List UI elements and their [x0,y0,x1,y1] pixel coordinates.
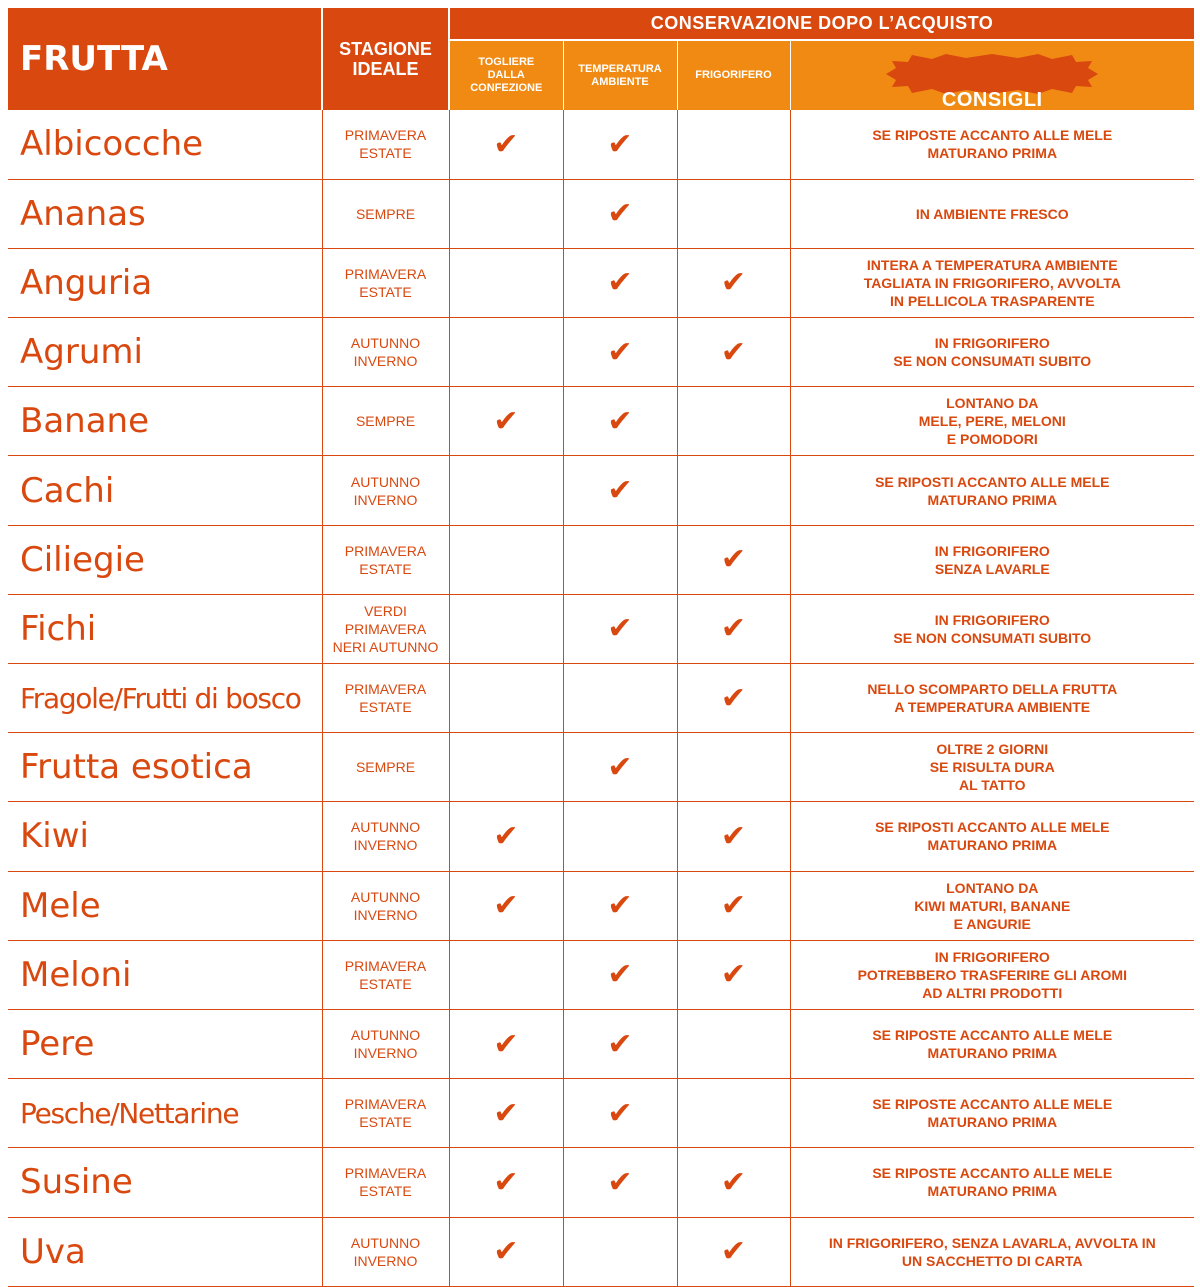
check-cell-frigo [677,871,790,940]
season-cell: SEMPRE [322,387,449,456]
table-row [8,871,1194,940]
checkmark-icon: ✔ [607,888,633,924]
checkmark-icon: ✔ [493,1026,519,1062]
check-cell-frigo [677,387,790,456]
checkmark-icon: ✔ [720,334,747,370]
check-cell-temperatura [563,179,677,248]
check-cell-togliere [449,387,563,456]
header-togliere-confezione: TOGLIERE DALLA CONFEZIONE [449,40,563,110]
table-row [8,456,1194,525]
tip-cell: SE RIPOSTE ACCANTO ALLE MELE MATURANO PRIMA [790,110,1194,179]
check-cell-frigo [677,940,790,1009]
season-cell: SEMPRE [322,179,449,248]
season-cell: PRIMAVERA ESTATE [322,1148,449,1217]
check-cell-frigo [677,179,790,248]
check-cell-temperatura [563,318,677,387]
check-cell-togliere [449,940,563,1009]
table-row [8,802,1194,871]
tip-cell: IN FRIGORIFERO, SENZA LAVARLA, AVVOLTA IN UN SACCHETTO DI CARTA [790,1217,1194,1286]
checkmark-icon: ✔ [607,196,633,232]
table-row [8,940,1194,1009]
header-frutta: FRUTTA [8,8,322,110]
tip-cell: SE RIPOSTI ACCANTO ALLE MELE MATURANO PRIMA [790,802,1194,871]
table-row [8,1217,1194,1286]
fruit-name: Ciliegie [8,525,322,594]
checkmark-icon: ✔ [720,888,747,924]
check-cell-frigo [677,664,790,733]
check-cell-frigo [677,1009,790,1078]
tip-cell: NELLO SCOMPARTO DELLA FRUTTA A TEMPERATURA AMBIENTE [790,664,1194,733]
checkmark-icon: ✔ [720,957,747,993]
header-consigli [790,40,1194,110]
check-cell-temperatura [563,110,677,179]
season-cell: PRIMAVERA ESTATE [322,525,449,594]
checkmark-icon: ✔ [607,749,633,785]
tip-cell: OLTRE 2 GIORNI SE RISULTA DURA AL TATTO [790,733,1194,802]
fruit-name: Fragole/Frutti di bosco [8,664,322,733]
check-cell-frigo [677,110,790,179]
fruit-name: Kiwi [8,802,322,871]
check-cell-temperatura [563,594,677,663]
check-cell-temperatura [563,248,677,317]
checkmark-icon: ✔ [720,1164,747,1200]
check-cell-togliere [449,456,563,525]
season-cell: VERDI PRIMAVERA NERI AUTUNNO [322,594,449,663]
check-cell-togliere [449,248,563,317]
season-cell: AUTUNNO INVERNO [322,1217,449,1286]
check-cell-temperatura [563,940,677,1009]
fruit-name: Banane [8,387,322,456]
header-conservazione: CONSERVAZIONE DOPO L’ACQUISTO [449,8,1194,40]
check-cell-temperatura [563,525,677,594]
check-cell-togliere [449,1217,563,1286]
tip-cell: SE RIPOSTI ACCANTO ALLE MELE MATURANO PRIMA [790,456,1194,525]
season-cell: PRIMAVERA ESTATE [322,664,449,733]
fruit-storage-table [8,8,1194,1287]
checkmark-icon: ✔ [720,1234,747,1270]
season-cell: AUTUNNO INVERNO [322,456,449,525]
tip-cell: LONTANO DA KIWI MATURI, BANANE E ANGURIE [790,871,1194,940]
checkmark-icon: ✔ [720,818,747,854]
season-cell: PRIMAVERA ESTATE [322,1079,449,1148]
check-cell-frigo [677,248,790,317]
fruit-name: Mele [8,871,322,940]
table-row [8,248,1194,317]
fruit-name: Uva [8,1217,322,1286]
check-cell-frigo [677,594,790,663]
check-cell-togliere [449,525,563,594]
fruit-name: Fichi [8,594,322,663]
checkmark-icon: ✔ [493,888,519,924]
table-row [8,525,1194,594]
table-row [8,1009,1194,1078]
check-cell-togliere [449,179,563,248]
table-row [8,387,1194,456]
season-cell: PRIMAVERA ESTATE [322,940,449,1009]
tip-cell: IN FRIGORIFERO SENZA LAVARLE [790,525,1194,594]
tip-cell: IN FRIGORIFERO SE NON CONSUMATI SUBITO [790,594,1194,663]
tip-cell: SE RIPOSTE ACCANTO ALLE MELE MATURANO PRIMA [790,1148,1194,1217]
tip-cell: SE RIPOSTE ACCANTO ALLE MELE MATURANO PRIMA [790,1009,1194,1078]
fruit-name: Pesche/Nettarine [8,1079,322,1148]
checkmark-icon: ✔ [607,957,633,993]
check-cell-temperatura [563,456,677,525]
check-cell-temperatura [563,1079,677,1148]
checkmark-icon: ✔ [607,334,633,370]
checkmark-icon: ✔ [493,126,519,162]
season-cell: AUTUNNO INVERNO [322,871,449,940]
check-cell-temperatura [563,664,677,733]
check-cell-frigo [677,1148,790,1217]
checkmark-icon: ✔ [493,1164,519,1200]
table-row [8,1148,1194,1217]
fruit-name: Cachi [8,456,322,525]
check-cell-frigo [677,802,790,871]
check-cell-frigo [677,733,790,802]
check-cell-togliere [449,1148,563,1217]
check-cell-frigo [677,318,790,387]
checkmark-icon: ✔ [493,1234,519,1270]
check-cell-temperatura [563,1148,677,1217]
check-cell-frigo [677,456,790,525]
consigli-badge [886,54,1098,111]
fruit-name: Susine [8,1148,322,1217]
check-cell-temperatura [563,733,677,802]
season-cell: PRIMAVERA ESTATE [322,110,449,179]
fruit-name: Agrumi [8,318,322,387]
check-cell-frigo [677,1079,790,1148]
checkmark-icon: ✔ [607,611,633,647]
checkmark-icon: ✔ [720,611,747,647]
table-row [8,318,1194,387]
table-row [8,1079,1194,1148]
checkmark-icon: ✔ [720,680,747,716]
check-cell-togliere [449,664,563,733]
tip-cell: LONTANO DA MELE, PERE, MELONI E POMODORI [790,387,1194,456]
season-cell: AUTUNNO INVERNO [322,318,449,387]
consigli-label: CONSIGLI [941,89,1043,111]
header-stagione-ideale: STAGIONE IDEALE [322,8,449,110]
check-cell-temperatura [563,1009,677,1078]
checkmark-icon: ✔ [493,1095,519,1131]
table-row [8,664,1194,733]
check-cell-togliere [449,871,563,940]
tip-cell: IN FRIGORIFERO POTREBBERO TRASFERIRE GLI AROMI AD ALTRI PRODOTTI [790,940,1194,1009]
burst-shape-icon [886,54,1098,94]
fruit-name: Frutta esotica [8,733,322,802]
check-cell-togliere [449,1009,563,1078]
check-cell-togliere [449,802,563,871]
check-cell-frigo [677,525,790,594]
check-cell-temperatura [563,802,677,871]
table-row [8,179,1194,248]
checkmark-icon: ✔ [493,403,519,439]
checkmark-icon: ✔ [607,126,633,162]
tip-cell: INTERA A TEMPERATURA AMBIENTE TAGLIATA IN FRIGORIFERO, AVVOLTA IN PELLICOLA TRASPARENTE [790,248,1194,317]
fruit-name: Pere [8,1009,322,1078]
check-cell-togliere [449,110,563,179]
check-cell-temperatura [563,387,677,456]
check-cell-temperatura [563,1217,677,1286]
checkmark-icon: ✔ [493,818,519,854]
tip-cell: IN FRIGORIFERO SE NON CONSUMATI SUBITO [790,318,1194,387]
fruit-name: Meloni [8,940,322,1009]
check-cell-togliere [449,594,563,663]
fruit-name: Albicocche [8,110,322,179]
season-cell: SEMPRE [322,733,449,802]
checkmark-icon: ✔ [720,542,747,578]
checkmark-icon: ✔ [720,265,747,301]
check-cell-temperatura [563,871,677,940]
checkmark-icon: ✔ [607,473,633,509]
fruit-name: Ananas [8,179,322,248]
checkmark-icon: ✔ [607,1164,633,1200]
fruit-name: Anguria [8,248,322,317]
tip-cell: SE RIPOSTE ACCANTO ALLE MELE MATURANO PRIMA [790,1079,1194,1148]
table-row [8,594,1194,663]
checkmark-icon: ✔ [607,403,633,439]
check-cell-togliere [449,318,563,387]
header-temperatura-ambiente: TEMPERATURA AMBIENTE [563,40,677,110]
fruit-rows [8,110,1194,1286]
table-row [8,110,1194,179]
check-cell-togliere [449,1079,563,1148]
checkmark-icon: ✔ [607,1095,633,1131]
check-cell-togliere [449,733,563,802]
checkmark-icon: ✔ [607,265,633,301]
table-row [8,733,1194,802]
season-cell: AUTUNNO INVERNO [322,802,449,871]
check-cell-frigo [677,1217,790,1286]
checkmark-icon: ✔ [607,1026,633,1062]
tip-cell: IN AMBIENTE FRESCO [790,179,1194,248]
header-frigorifero: FRIGORIFERO [677,40,790,110]
season-cell: PRIMAVERA ESTATE [322,248,449,317]
season-cell: AUTUNNO INVERNO [322,1009,449,1078]
